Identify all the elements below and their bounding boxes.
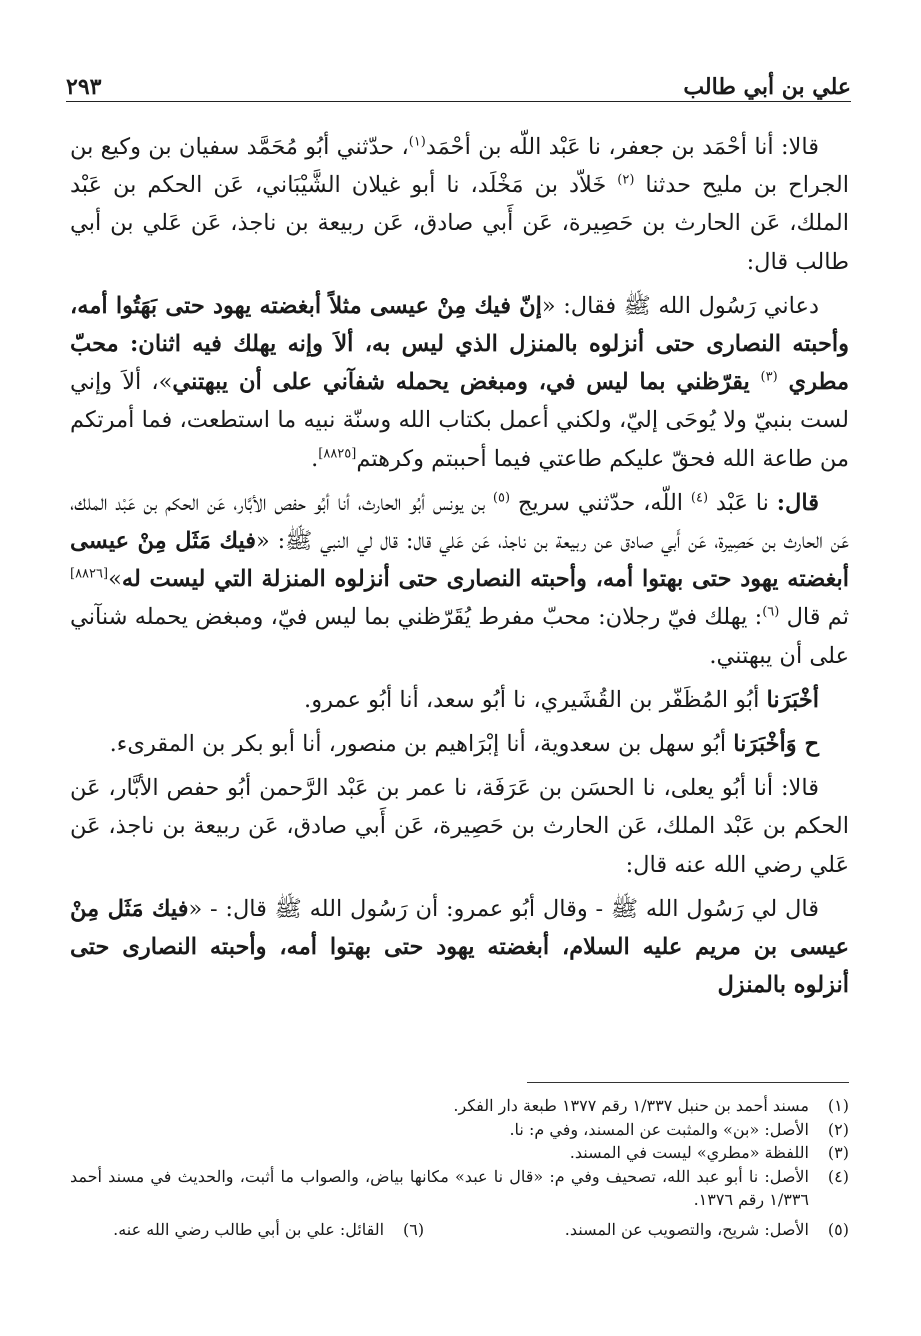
paragraph [70,725,849,763]
text-run: » [108,566,122,593]
note-marker: (٤) [690,490,709,506]
bold-text: قال: [776,489,819,516]
footnote-4 [70,1165,849,1212]
footnote-number: (٤) [827,1166,849,1186]
text-run: أبُو سهل بن سعدوية، أنا إبْرَاهيم بن منصور، أنا أبو بكر بن المقرىء. [109,731,734,758]
text-run: اللّه، حدّثني سريج [510,489,691,516]
running-header [66,64,851,100]
footnote-text: مسند أحمد بن حنبل ١/٣٣٧ رقم ١٣٧٧ طبعة دار الفكر. [453,1096,809,1115]
text-run: قالا: أنا أحْمَد بن جعفر، نا عَبْد اللّه بن أحْمَد [425,134,819,160]
footnote-divider [527,1082,849,1083]
text-run: ، حدّثني أبُو مُحَمَّد سفيان بن وكيع بن الجراح بن مليح حدثنا [70,134,849,199]
bold-text: فيك مَثَل مِنْ عيسى بن مريم عليه السلام، أبغضته يهود حتى بهتوا أمه، وأحبته النصارى حتى أنزلوه بالمنزل [70,895,849,999]
paragraph [70,769,849,884]
footnote-text: اللفظة «مطري» ليست في المسند. [569,1143,809,1162]
note-marker: [٨٨٢٥] [318,446,357,462]
footnote-number: (٣) [827,1143,849,1162]
paragraph [70,484,849,675]
text-run: ثم قال [779,604,849,631]
bold-text: يقرّظني بما ليس في، ومبغض يحمله شفآني على أن يبهتني [172,369,761,396]
text-run: نا عَبْد [708,489,777,516]
text-run: »، ألاَ وإني لست بنبيّ ولا يُوحَى إليّ، ولكني أعمل بكتاب الله وسنّة نبيه ما استطعت، فما أمرتكم من طاعة الله فحقّ عليكم طاعتي فيما أحببتم وكرهتم [70,369,849,472]
paragraph [70,287,849,478]
note-marker: (٥) [492,490,511,506]
note-marker: (٢) [617,172,635,188]
bold-text: أخْبَرَنا [766,686,819,713]
footnote-text: الأصل: «بن» والمثبت عن المسند، وفي م: نا. [509,1119,809,1139]
paragraph [70,681,849,719]
note-marker: [٨٨٢٦] [70,566,109,582]
footnote-3 [70,1141,849,1165]
text-run: قال لي رَسُول الله ﷺ - وقال أبُو عمرو: أن رَسُول الله ﷺ قال: - « [188,895,819,922]
footnote-number: (٥) [827,1219,849,1239]
text-run: . [311,445,319,472]
footnote-5 [424,1218,849,1242]
main-text [70,128,849,1010]
text-run: : يهلك فيّ رجلان: محبّ مفرط يُقَرّظني بما ليس فيّ، ومبغض يحمله شنآني على أن يبهتني. [70,604,849,669]
footnote-number: (٢) [827,1119,849,1139]
footnote-6 [70,1218,424,1242]
footnotes [70,1094,849,1241]
bold-text: إنّ فيك مِنْ عيسى مثلاً أبغضته يهود حتى بَهَتُوا أمه، وأحبته النصارى حتى أنزلوه بالمنزل الذي ليس به، ألاَ وإنه يهلك فيه اثنان: محبّ مطري [70,292,849,396]
footnote-text: الأصل: نا أبو عبد الله، تصحيف وفي م: «قال نا عبد» مكانها بياض، والصواب ما أثبت، والحديث في مسند أحمد ١/٣٣٦ رقم ١٣٧٦. [70,1166,809,1209]
running-title: علي بن أبي طالب [683,74,851,100]
footnote-number: (١) [827,1096,849,1115]
page-number: ٢٩٣ [66,74,102,100]
bold-text: فيك مَثَل مِنْ عيسى أبغضته يهود حتى بهتوا أمه، وأحبته النصارى حتى أنزلوه المنزلة التي ليست له [70,528,849,593]
note-marker: (١) [408,134,426,150]
footnote-2 [70,1118,849,1142]
footnote-1 [70,1094,849,1118]
text-run: قالا: أنا أبُو يعلى، نا الحسَن بن عَرَفَة، نا عمر بن عَبْد الرَّحمن أبُو حفص الأبَّار، عَن الحكم بن عَبْد الملك، عَن الحارث بن حَصِيرة، عَن أَبي صادق، عَن ربيعة بن ناجذ، عَن عَلي رضي الله عنه قال: [70,775,849,878]
footnote-text: القائل: علي بن أبي طالب رضي الله عنه. [113,1219,385,1239]
text-run: بن يونس أبُو الحارث، أنا أبُو حفص الأبَّار، عَن الحكم بن عَبْد الملك، عَن الحارث بن حَصِيرة، عَن أَبي صادق عن ربيعة بن ناجذ، عَن عَلي قال: قال لي النبي ﷺ: « [70,489,850,555]
note-marker: (٣) [760,369,778,385]
footnote-number: (٦) [403,1219,425,1239]
paragraph [70,890,849,1005]
bold-text: ح وَأخْبَرَنا [733,731,819,758]
header-divider [66,101,851,102]
text-run: أبُو المُظَفّر بن القُشَيري، نا أبُو سعد، أنا أبُو عمرو. [304,686,767,713]
text-run: خَلاّد بن مَخْلَد، نا أبو غيلان الشَّيْبَاني، عَن الحكم بن عَبْد الملك، عَن الحارث بن حَصِيرة، عَن أَبي صادق، عَن ربيعة بن ناجذ، عَن عَلي بن أبي طالب قال: [70,172,849,275]
paragraph [70,128,849,281]
footnote-row [70,1218,849,1242]
note-marker: (٦) [762,604,780,620]
footnote-text: الأصل: شريح، والتصويب عن المسند. [564,1219,809,1239]
text-run: دعاني رَسُول الله ﷺ فقال: « [541,292,819,319]
